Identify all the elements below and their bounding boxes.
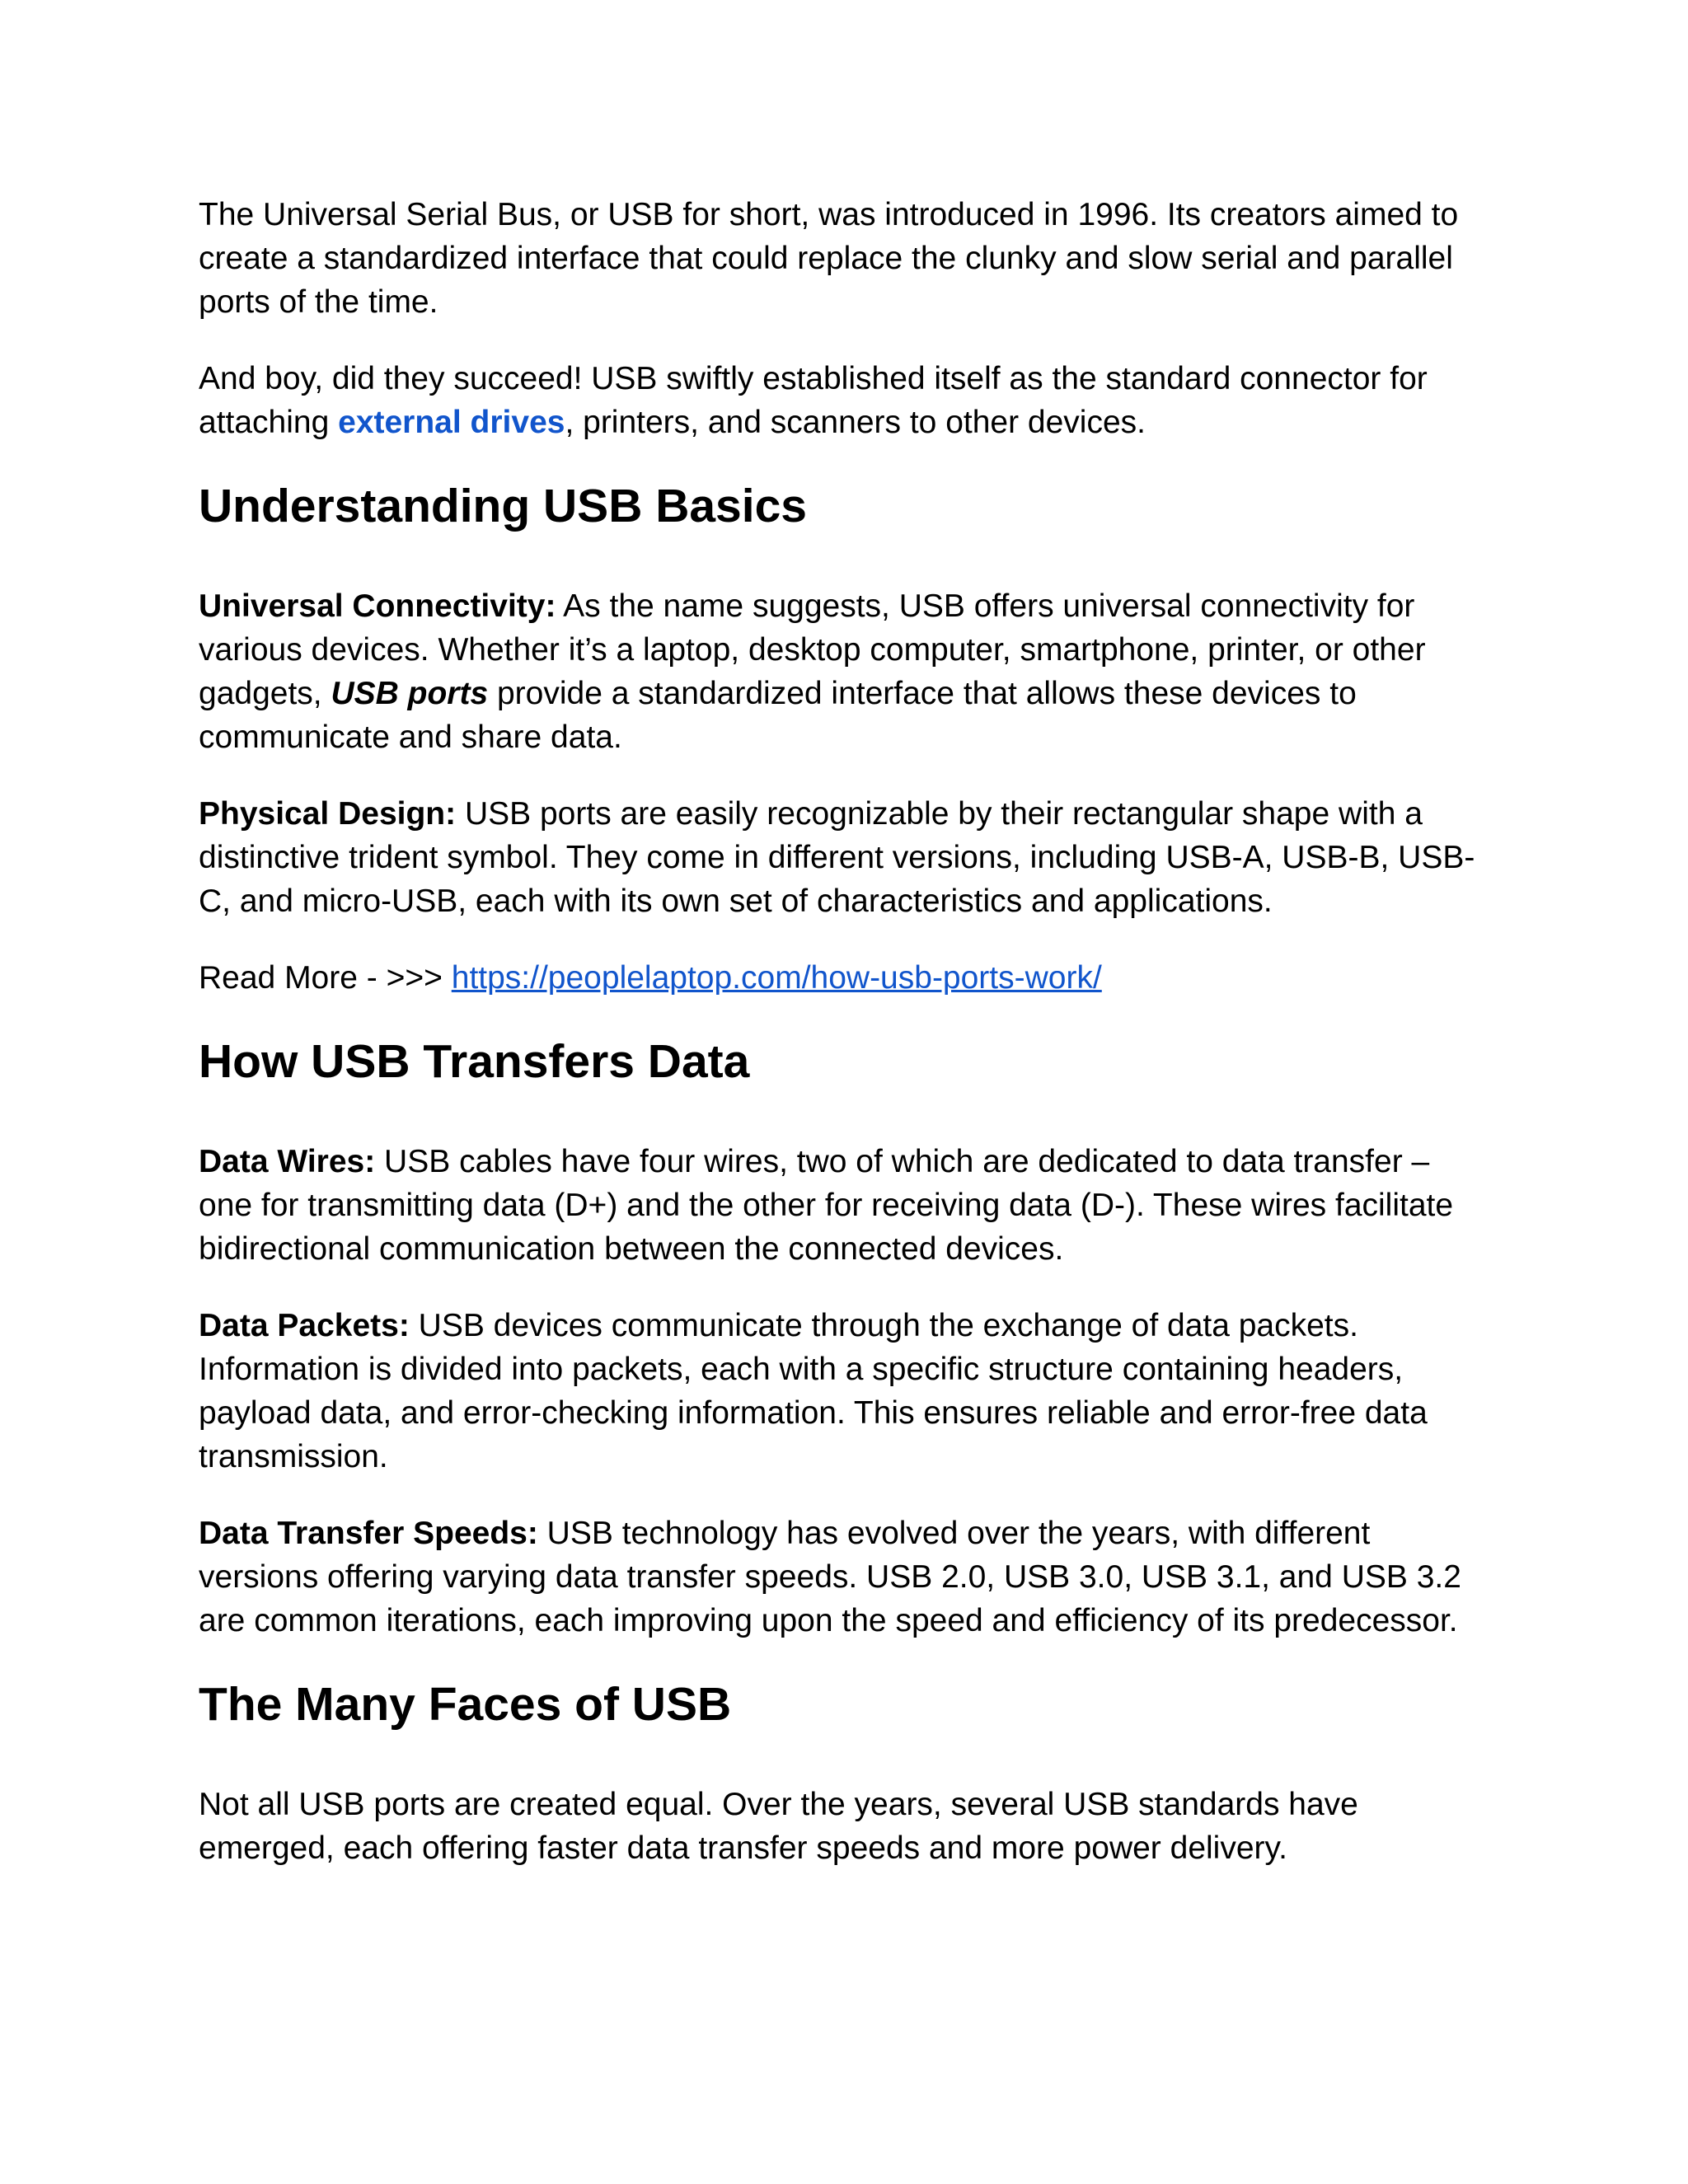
intro-text-1: The Universal Serial Bus, or USB for short, was introduced in 1996. Its creators aimed to create a standardized interface that could replace the clunky and slow serial and parallel ports of the time. [199, 197, 1459, 320]
data-packets-label: Data Packets: [199, 1308, 410, 1343]
read-more-prefix: Read More - >>> [199, 960, 452, 996]
intro-text-2b: , printers, and scanners to other devices. [565, 405, 1146, 440]
data-wires-paragraph [199, 1140, 1484, 1271]
read-more-paragraph [199, 956, 1484, 1000]
heading-many-faces-of-usb: The Many Faces of USB [199, 1678, 732, 1731]
universal-connectivity-text-b: provide a standardized interface that allows these devices to communicate and share data. [199, 676, 1357, 755]
data-transfer-speeds-paragraph [199, 1511, 1484, 1643]
external-drives-link[interactable]: external drives [338, 405, 565, 440]
usb-ports-emphasis: USB ports [331, 676, 489, 711]
read-more-link[interactable]: https://peoplelaptop.com/how-usb-ports-work/ [451, 960, 1102, 996]
data-wires-text: USB cables have four wires, two of which are dedicated to data transfer – one for transmitting data (D+) and the other for receiving data (D-). These wires facilitate bidirectional communication between the connected devices. [199, 1144, 1454, 1267]
intro-text-2a: And boy, did they succeed! USB swiftly established itself as the standard connector for attaching [199, 361, 1428, 440]
data-packets-text: USB devices communicate through the exchange of data packets. Information is divided into packets, each with a specific structure containing headers, payload data, and error-checking information. This ensures reliable and error-free data transmission. [199, 1308, 1428, 1474]
heading-how-usb-transfers-data: How USB Transfers Data [199, 1035, 750, 1088]
document-page [199, 193, 1484, 1903]
data-packets-paragraph [199, 1304, 1484, 1479]
physical-design-text: USB ports are easily recognizable by their rectangular shape with a distinctive trident symbol. They come in different versions, including USB-A, USB-B, USB-C, and micro-USB, each with its own set of characteristics and applications. [199, 796, 1475, 919]
many-faces-text: Not all USB ports are created equal. Over the years, several USB standards have emerged, each offering faster data transfer speeds and more power delivery. [199, 1787, 1358, 1866]
heading-understanding-usb-basics: Understanding USB Basics [199, 480, 807, 532]
physical-design-paragraph [199, 792, 1484, 923]
physical-design-label: Physical Design: [199, 796, 457, 832]
universal-connectivity-text-a: As the name suggests, USB offers universal connectivity for various devices. Whether it’s a laptop, desktop computer, smartphone, printer, or other gadgets, [199, 588, 1426, 711]
data-transfer-speeds-text: USB technology has evolved over the years, with different versions offering varying data transfer speeds. USB 2.0, USB 3.0, USB 3.1, and USB 3.2 are common iterations, each improving upon the speed and efficiency of its predecessor. [199, 1516, 1461, 1638]
intro-paragraph-2 [199, 357, 1484, 444]
intro-paragraph-1 [199, 193, 1484, 324]
data-transfer-speeds-label: Data Transfer Speeds: [199, 1516, 538, 1551]
many-faces-paragraph [199, 1783, 1484, 1870]
data-wires-label: Data Wires: [199, 1144, 376, 1179]
universal-connectivity-label: Universal Connectivity: [199, 588, 556, 624]
universal-connectivity-paragraph [199, 584, 1484, 759]
